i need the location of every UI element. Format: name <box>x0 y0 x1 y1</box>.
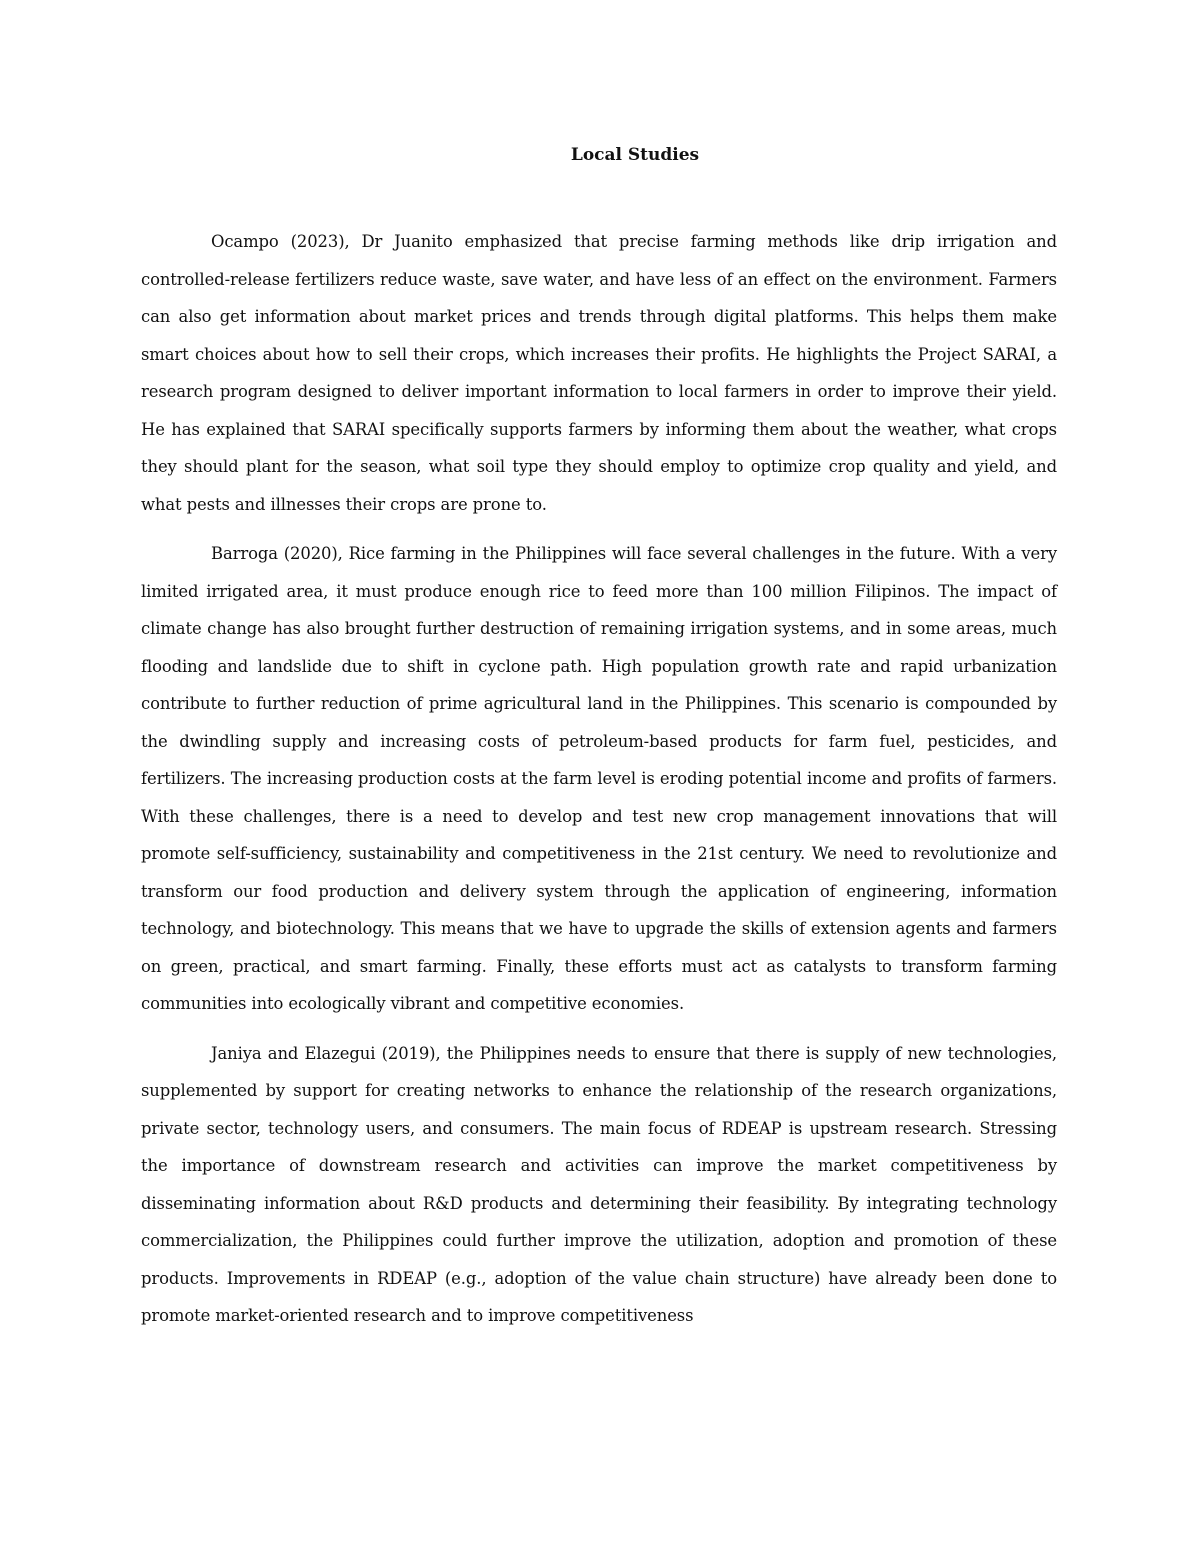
page-title: Local Studies <box>570 145 700 165</box>
paragraph-janiya-elazegui: Janiya and Elazegui (2019), the Philippines needs to ensure that there is supply of new technologies, supplemented by support for creating networks to enhance the relationship of the research organizations, private sector, technology users, and consumers. The main focus of RDEAP is upstream research. Stressing the importance of downstream research and activities can improve the market competitiveness by disseminating information about R&D products and determining their feasibility. By integrating technology commercialization, the Philippines could further improve the utilization, adoption and promotion of these products. Improvements in RDEAP (e.g., adoption of the value chain structure) have already been done to promote market-oriented research and to improve competitiveness <box>141 1043 1057 1325</box>
paragraph-ocampo: Ocampo (2023), Dr Juanito emphasized that precise farming methods like drip irrigation and controlled-release fertilizers reduce waste, save water, and have less of an effect on the environment. Farmers can also get information about market prices and trends through digital platforms. This helps them make smart choices about how to sell their crops, which increases their profits. He highlights the Project SARAI, a research program designed to deliver important information to local farmers in order to improve their yield. He has explained that SARAI specifically supports farmers by informing them about the weather, what crops they should plant for the season, what soil type they should employ to optimize crop quality and yield, and what pests and illnesses their crops are prone to. <box>141 232 1057 514</box>
paragraph-barroga: Barroga (2020), Rice farming in the Philippines will face several challenges in the future. With a very limited irrigated area, it must produce enough rice to feed more than 100 million Filipinos. The impact of climate change has also brought further destruction of remaining irrigation systems, and in some areas, much flooding and landslide due to shift in cyclone path. High population growth rate and rapid urbanization contribute to further reduction of prime agricultural land in the Philippines. This scenario is compounded by the dwindling supply and increasing costs of petroleum-based products for farm fuel, pesticides, and fertilizers. The increasing production costs at the farm level is eroding potential income and profits of farmers. With these challenges, there is a need to develop and test new crop management innovations that will promote self-sufficiency, sustainability and competitiveness in the 21st century. We need to revolutionize and transform our food production and delivery system through the application of engineering, information technology, and biotechnology. This means that we have to upgrade the skills of extension agents and farmers on green, practical, and smart farming. Finally, these efforts must act as catalysts to transform farming communities into ecologically vibrant and competitive economies. <box>141 544 1057 1013</box>
document-body <box>141 223 1057 1347</box>
